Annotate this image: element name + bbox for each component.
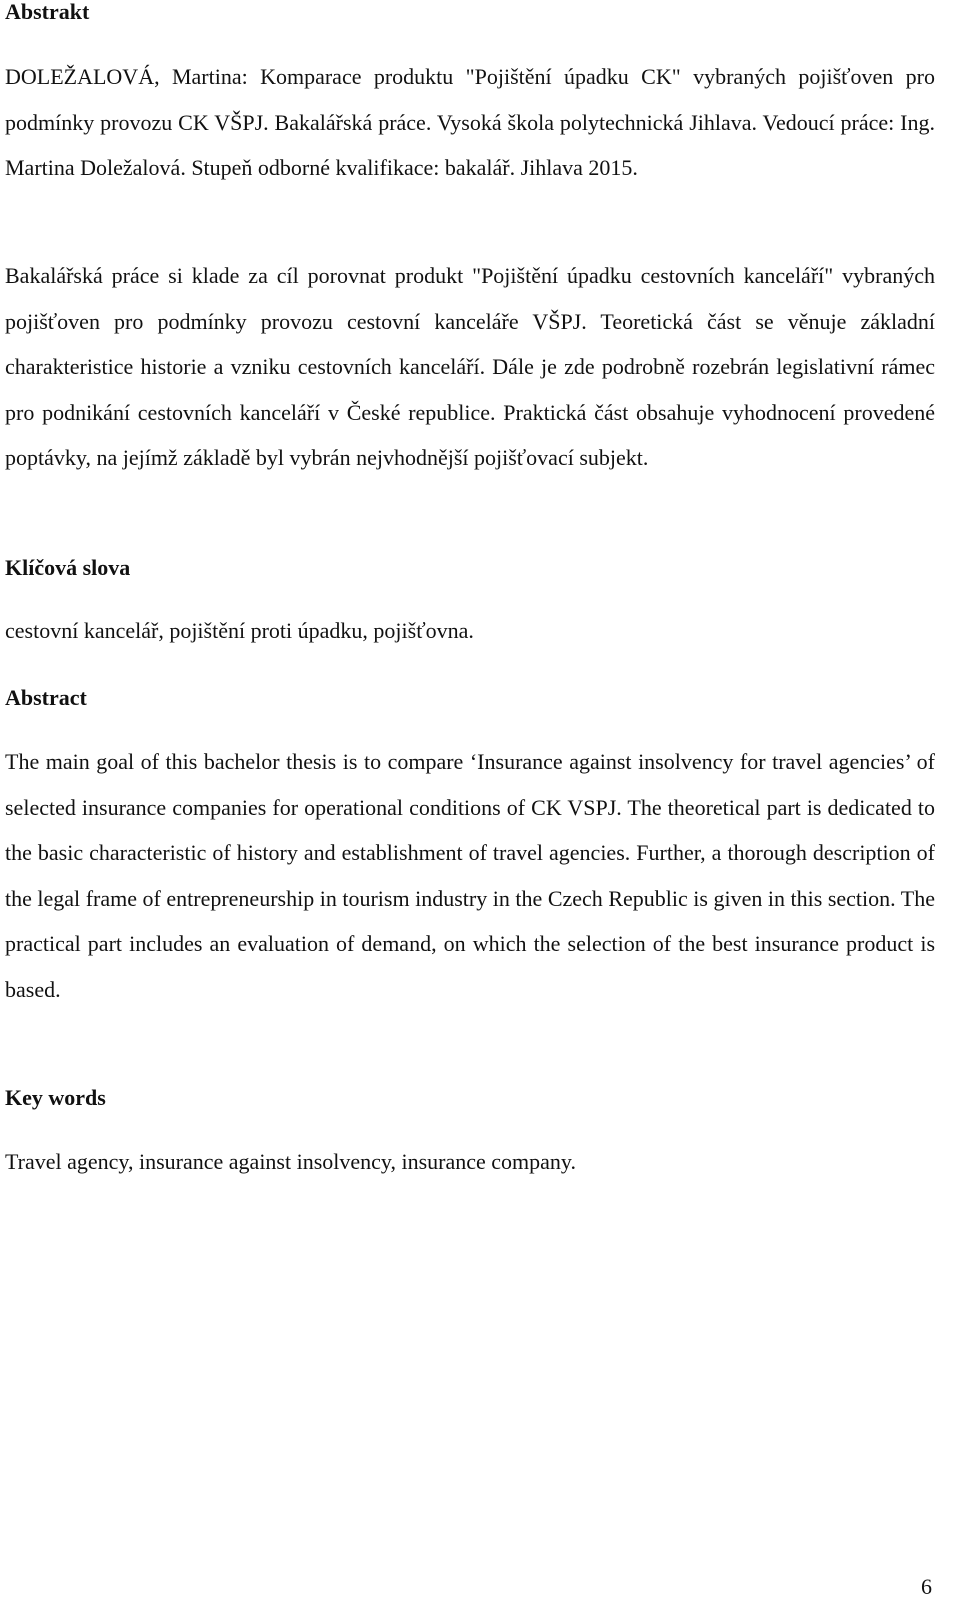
- english-abstract-paragraph: The main goal of this bachelor thesis is to compare ‘Insurance against insolvency for travel agencies’ of selected insurance companies for operational conditions of CK VSPJ. The theoretical part is dedicated to the basic characteristic of history and establishment of travel agencies. Further, a thorough description of the legal frame of entrepreneurship in tourism industry in the Czech Republic is given in this section. The practical part includes an evaluation of demand, on which the selection of the best insurance product is based.: [5, 749, 935, 1002]
- page-number: 6: [921, 1574, 932, 1599]
- english-abstract-heading: Abstract: [5, 685, 87, 710]
- czech-abstract-heading: Abstrakt: [5, 0, 90, 24]
- czech-abstract-paragraph: Bakalářská práce si klade za cíl porovnat produkt "Pojištění úpadku cestovních kanceláří" vybraných pojišťoven pro podmínky provozu cestovní kanceláře VŠPJ. Teoretická část se věnuje základní charakteristice historie a vzniku cestovních kanceláří. Dále je zde podrobně rozebrán legislativní rámec pro podnikání cestovních kanceláří v České republice. Praktická část obsahuje vyhodnocení provedené poptávky, na jejímž základě byl vybrán nejvhodnější pojišťovací subjekt.: [5, 263, 935, 470]
- czech-keywords: cestovní kancelář, pojištění proti úpadku, pojišťovna.: [5, 618, 474, 643]
- czech-keywords-heading: Klíčová slova: [5, 555, 131, 580]
- citation-paragraph: DOLEŽALOVÁ, Martina: Komparace produktu "Pojištění úpadku CK" vybraných pojišťoven pro podmínky provozu CK VŠPJ. Bakalářská práce. Vysoká škola polytechnická Jihlava. Vedoucí práce: Ing. Martina Doležalová. Stupeň odborné kvalifikace: bakalář. Jihlava 2015.: [5, 64, 935, 180]
- english-keywords-heading: Key words: [5, 1085, 106, 1110]
- english-keywords: Travel agency, insurance against insolvency, insurance company.: [5, 1149, 577, 1174]
